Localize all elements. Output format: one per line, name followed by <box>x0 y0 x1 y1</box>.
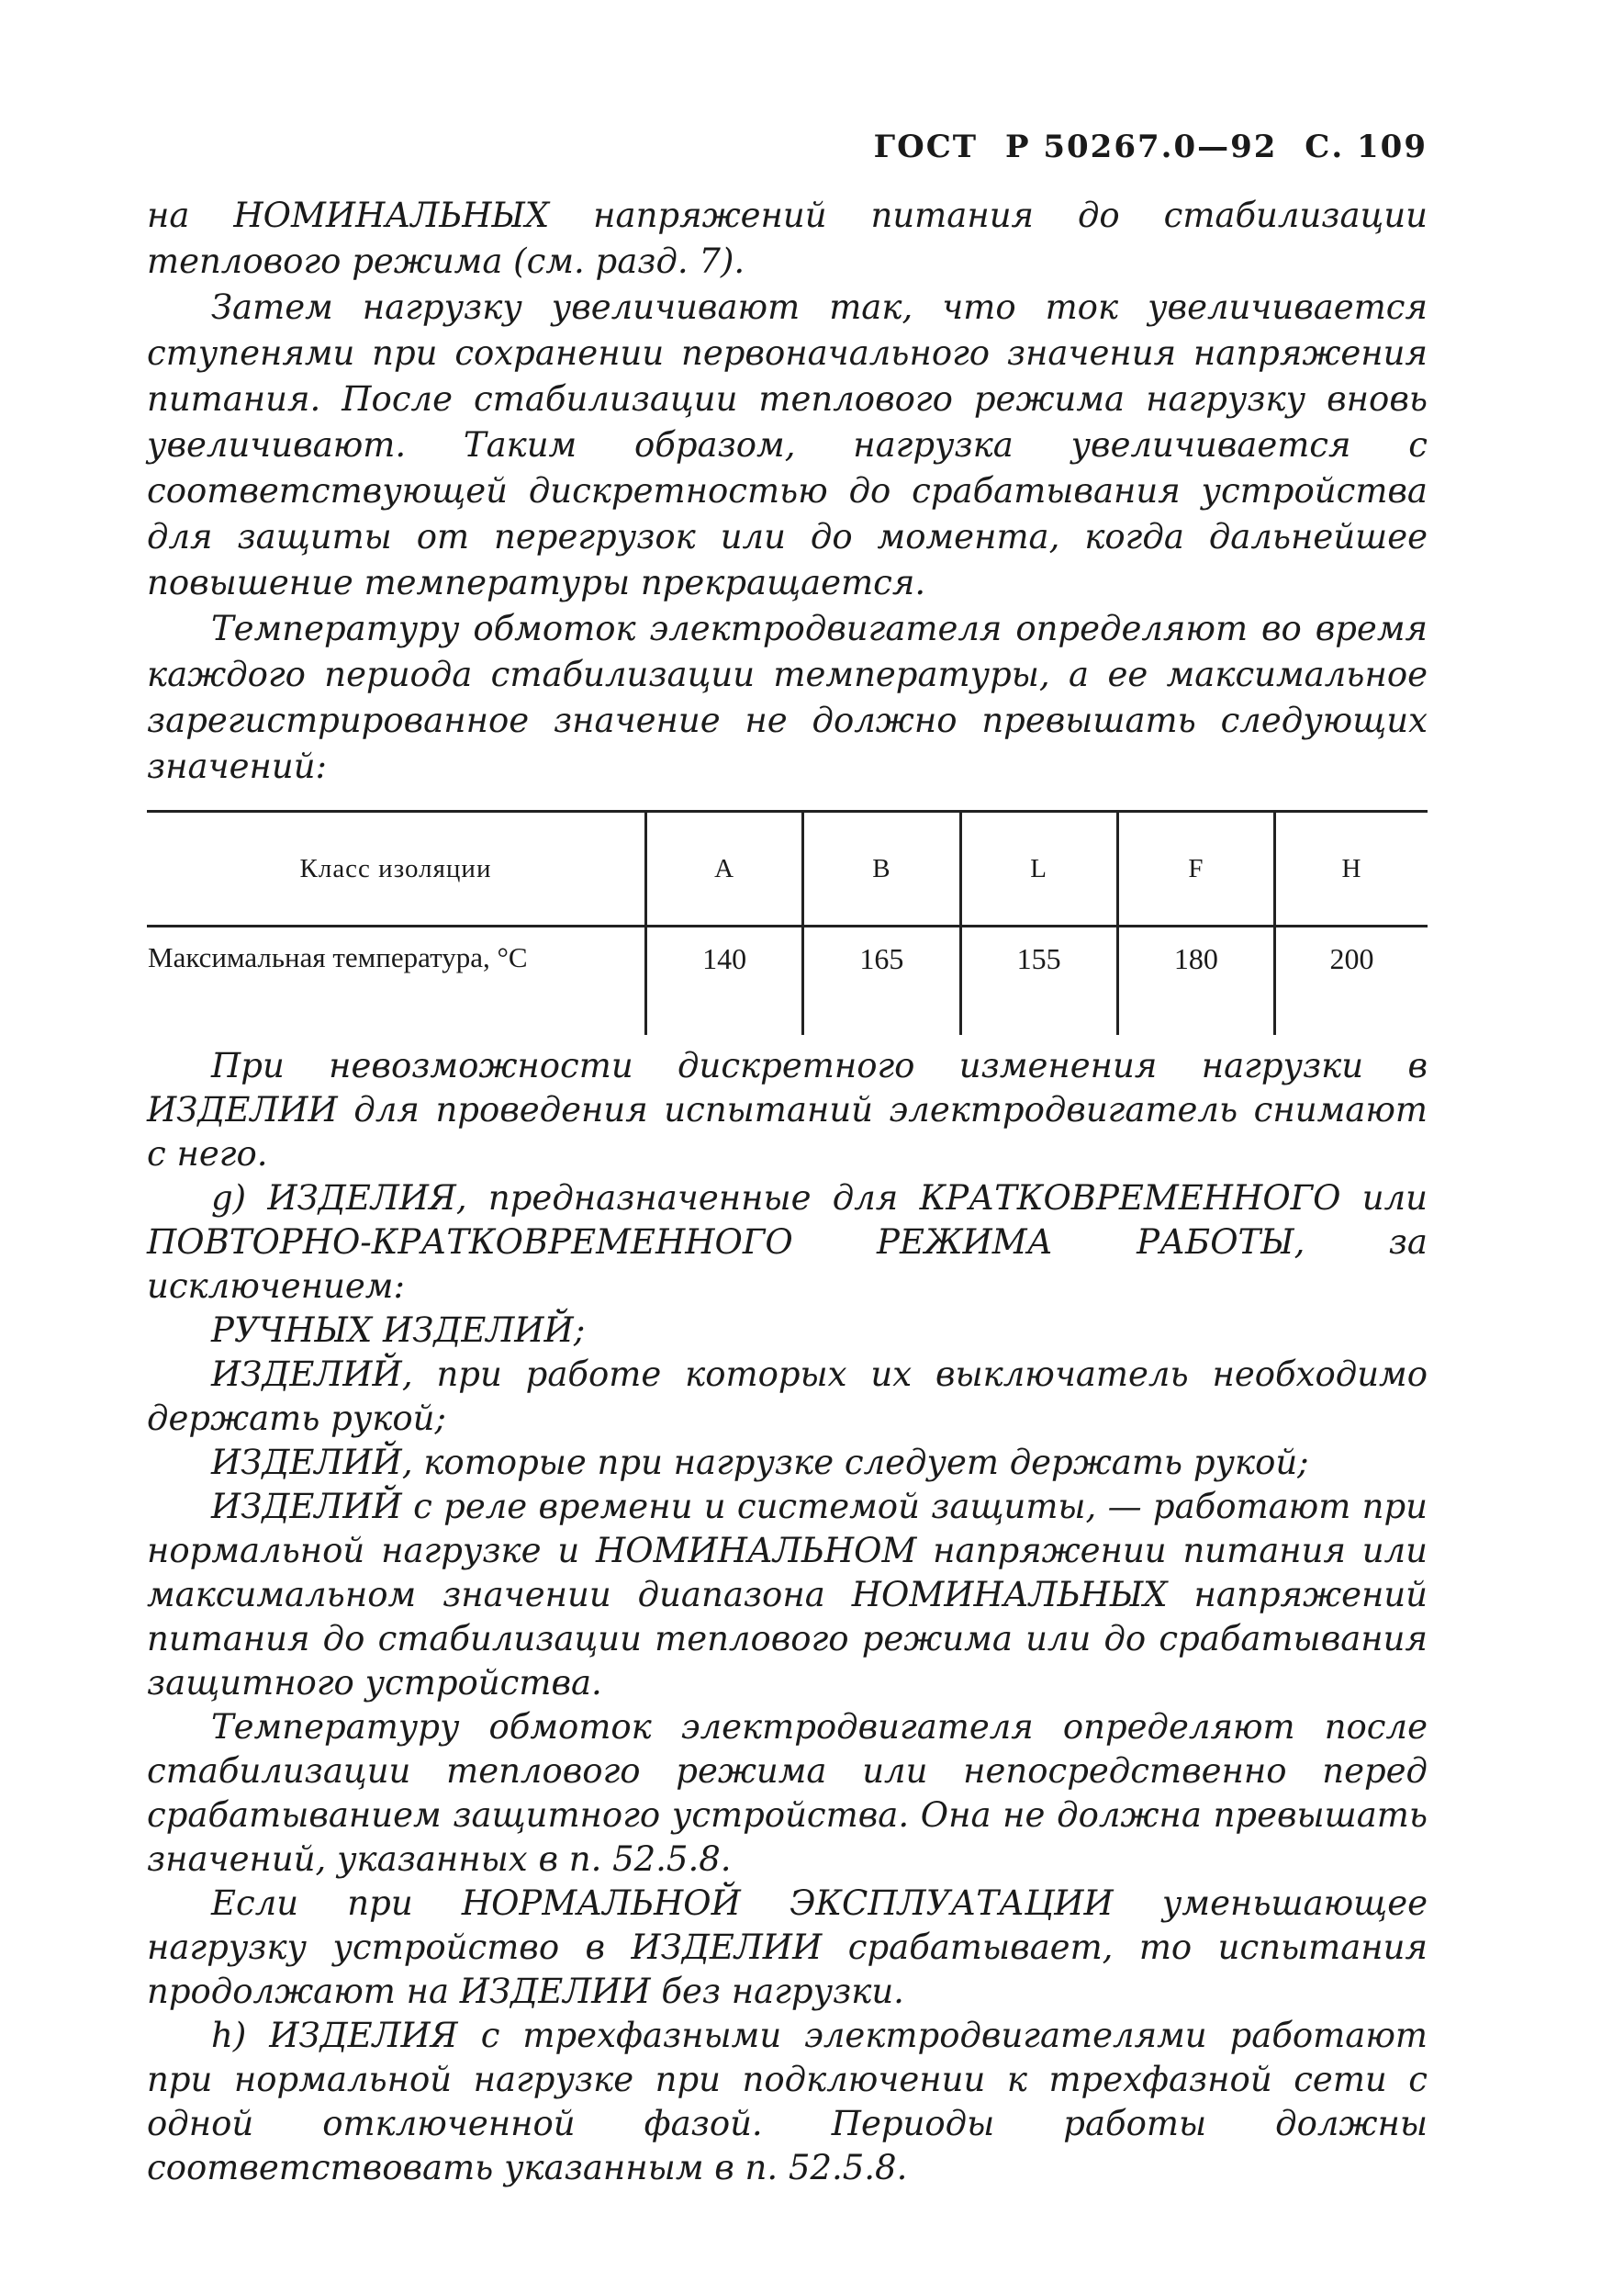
table-header-label: Класс изоляции <box>147 812 646 927</box>
page-header <box>147 129 1428 165</box>
standard-label: ГОСТ <box>873 129 979 165</box>
table-header-class-l: L <box>960 812 1117 927</box>
table-header-class-h: H <box>1275 812 1428 927</box>
table-cell-class-a: 140 <box>646 927 803 1036</box>
table-cell-class-f: 180 <box>1117 927 1274 1036</box>
table-cell-class-h: 200 <box>1275 927 1428 1036</box>
table-header-class-b: B <box>803 812 960 927</box>
table-cell-class-b: 165 <box>803 927 960 1036</box>
paragraph-1: на НОМИНАЛЬНЫХ напряжений питания до стабилизации теплового режима (см. разд. 7). <box>147 196 1428 281</box>
paragraph-10: Температуру обмоток электродвигателя определяют после стабилизации теплового режима или непосредственно перед срабатыванием защитного устройства. Она не должна превышать значений, указанных в п. 52.5.8. <box>147 1707 1428 1879</box>
paragraph-4: При невозможности дискретного изменения нагрузки в ИЗДЕЛИИ для проведения испытаний электродвигатель снимают с него. <box>147 1046 1428 1174</box>
paragraph-5: g) ИЗДЕЛИЯ, предназначенные для КРАТКОВРЕМЕННОГО или ПОВТОРНО-КРАТКОВРЕМЕННОГО РЕЖИМА РАБОТЫ, за исключением: <box>147 1178 1428 1306</box>
page-number: С. 109 <box>1305 129 1428 165</box>
paragraph-7: ИЗДЕЛИЙ, при работе которых их выключатель необходимо держать рукой; <box>147 1354 1428 1438</box>
paragraph-12: h) ИЗДЕЛИЯ с трехфазными электродвигателями работают при нормальной нагрузке при подключении к трехфазной сети с одной отключенной фазой. Периоды работы должны соответствовать указанным в п. 52.5.8. <box>147 2016 1428 2187</box>
table-row-label: Максимальная температура, °C <box>148 941 528 973</box>
table-header-row <box>147 812 1428 927</box>
insulation-class-table <box>147 810 1428 1035</box>
paragraph-2: Затем нагрузку увеличивают так, что ток увеличивается ступенями при сохранении первоначального значения напряжения питания. После стабилизации теплового режима нагрузку вновь увеличивают. Таким образом, нагрузка увеличивается с соответствующей дискретностью до срабатывания устройства для защиты от перегрузок или до момента, когда дальнейшее повышение температуры прекращается. <box>147 287 1428 602</box>
paragraph-6: РУЧНЫХ ИЗДЕЛИЙ; <box>211 1310 586 1350</box>
table-cell-class-l: 155 <box>960 927 1117 1036</box>
paragraph-3: Температуру обмоток электродвигателя определяют во время каждого периода стабилизации температуры, а ее максимальное зарегистрированное значение не должно превышать следующих значений: <box>147 609 1428 786</box>
paragraph-9: ИЗДЕЛИЙ с реле времени и системой защиты, — работают при нормальной нагрузке и НОМИНАЛЬНОМ напряжении питания или максимальном значении диапазона НОМИНАЛЬНЫХ напряжений питания до стабилизации теплового режима или до срабатывания защитного устройства. <box>147 1487 1428 1703</box>
paragraph-11: Если при НОРМАЛЬНОЙ ЭКСПЛУАТАЦИИ уменьшающее нагрузку устройство в ИЗДЕЛИИ срабатывает, то испытания продолжают на ИЗДЕЛИИ без нагрузки. <box>147 1883 1428 2011</box>
table-header-class-a: A <box>646 812 803 927</box>
table-row <box>147 927 1428 1036</box>
table-header-class-f: F <box>1117 812 1274 927</box>
document-page <box>147 129 1428 2190</box>
paragraph-8: ИЗДЕЛИЙ, которые при нагрузке следует держать рукой; <box>211 1443 1309 1482</box>
standard-number: Р 50267.0—92 <box>1004 129 1278 165</box>
